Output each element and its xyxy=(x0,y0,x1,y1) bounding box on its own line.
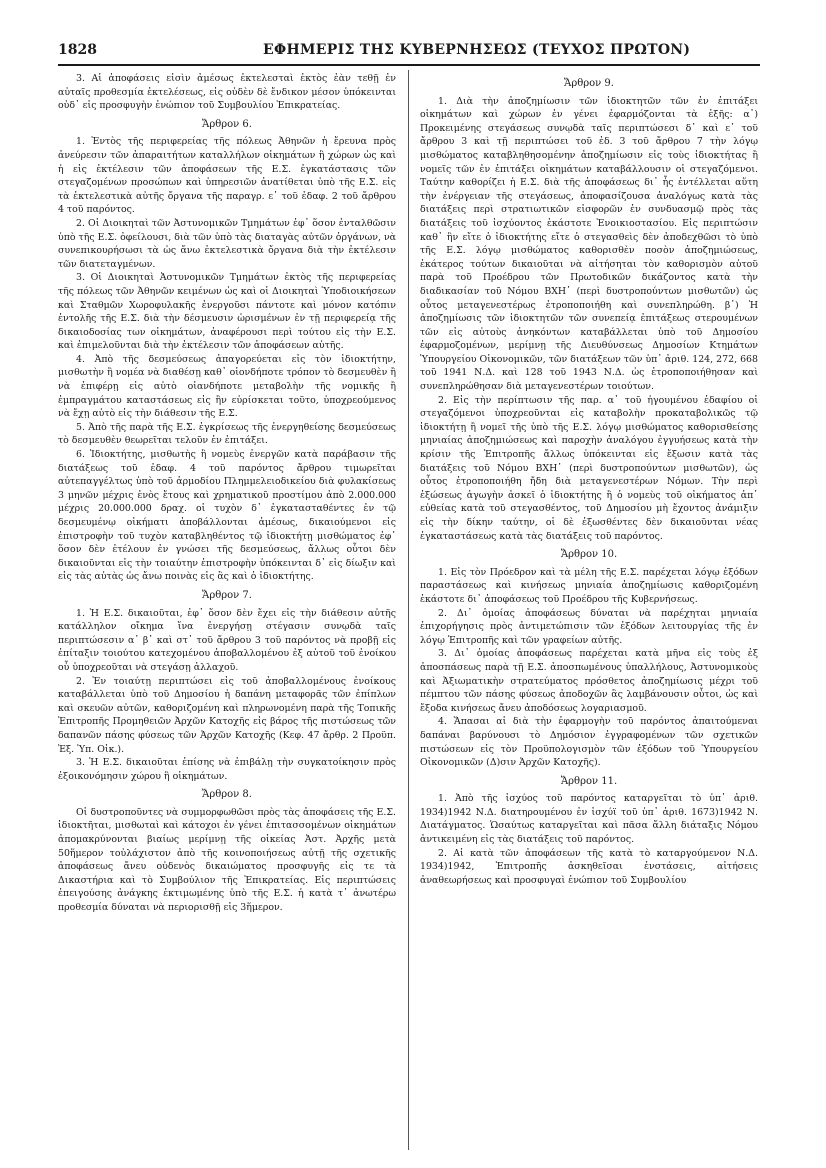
article-7-heading: Ἄρθρον 7. xyxy=(202,589,252,601)
article-7-paragraph: 3. Ἡ Ε.Σ. δικαιοῦται ἐπίσης νὰ ἐπιβάλῃ τὴν συγκατοίκησιν πρὸς ἐξοικονόμησιν χώρου ἢ οἰκημάτων. xyxy=(58,757,396,782)
article-11-paragraph: 1. Ἀπὸ τῆς ἰσχύος τοῦ παρόντος καταργεῖται τὸ ὑπ᾽ ἀριθ. 1934)1942 Ν.Δ. διατηρουμένου ἐν ἰσχύϊ τοῦ ὑπ᾽ ἀριθ. 1673)1942 Ν. Διατάγματος. Ὡσαύτως καταργεῖται καὶ πᾶσα ἄλλη διάταξις Νόμου ἀντικειμένη εἰς τὰς διατάξεις τοῦ παρόντος. xyxy=(420,793,758,846)
column-divider xyxy=(408,70,409,1150)
article-6-paragraph: 5. Ἀπὸ τῆς παρὰ τῆς Ε.Σ. ἐγκρίσεως τῆς ἐνεργηθείσης δεσμεύσεως τὸ δεσμευθὲν θεωρεῖται τελοῦν ἐν ἐπιτάξει. xyxy=(58,421,396,447)
article-9-paragraph: 1. Διὰ τὴν ἀποζημίωσιν τῶν ἰδιοκτητῶν τῶν ἐν ἐπιτάξει οἰκημάτων καὶ χώρων ἐν γένει ἐφαρμόζονται τὰ ἑξῆς: α᾽) Προκειμένης στεγάσεως συνῳδὰ ταῖς περιπτώσεσι δ᾽ καὶ ε᾽ τοῦ ἄρθρου 3 καὶ τῇ περιπτώσει τοῦ ἐδ. 3 τοῦ ἄρθρου 7 τὴν λόγῳ μισθώματος καταβληθησομένην ἀποζημίωσιν εἰς τοὺς ἰδιοκτήτας ἢ νομεῖς τῶν ἐν ἐπιτάξει οἰκημάτων καταβάλλουσιν οἱ στεγαζόμενοι. Ταύτην καθορίζει ἡ Ε.Σ. διὰ τῆς ἀποφάσεως δι᾽ ἧς ἐντέλλεται αὕτη τὴν ἐνέργειαν τῆς στεγάσεως, ἀποφασίζουσα ἀναλόγως κατὰ τὰς διατάξεις περὶ στρατιωτικῶν εἰσφορῶν ἐν συνδυασμῷ πρὸς τὰς διατάξεις τοῦ ἰσχύοντος ἑκάστοτε Ἐνοικιοστασίου. Εἰς περιπτώσιν καθ᾽ ἣν εἴτε ὁ ἰδιοκτήτης εἴτε ὁ στεγασθεὶς δὲν ἀποδεχθῶσι τὸ ὑπὸ τῆς Ε.Σ. λόγῳ μισθώματος καθορισθὲν ποσὸν ἀποζημιώσεως, ἑκάτερος τούτων δικαιοῦται νὰ αἰτήσηται τὸν καθορισμὸν αὐτοῦ παρὰ τοῦ Προέδρου τῶν Πρωτοδικῶν δικάζοντος κατὰ τὴν διαδικασίαν τοῦ Νόμου ΒΧΗ᾽ (περὶ δυστροπούντων μισθωτῶν) ὡς οὗτος μεταγενεστέρως ἐτροποποιήθη καὶ συνεπληρώθη. β᾽) Ἡ ἀποζημίωσις τῶν ἰδιοκτητῶν τῶν συνεπείᾳ ἐπιτάξεως στερουμένων τῶν εἰς αὐτοὺς ἀνηκόντων καταβάλλεται ὑπὸ τοῦ Δημοσίου ἐφαρμοζομένων, μερίμνῃ τῆς Διευθύνσεως Δημοσίων Κτημάτων Ὑπουργείου Οἰκονομικῶν, τῶν διατάξεων τῶν ὑπ᾽ ἀριθ. 124, 272, 668 τοῦ 1941 Ν.Δ. καὶ 128 τοῦ 1943 Ν.Δ. ὡς ἐτροποποιήθησαν καὶ συνεπληρώθησαν διὰ μεταγενεστέρων τοιούτων. xyxy=(420,95,758,393)
page-number: 1828 xyxy=(58,42,97,58)
article-6-paragraph: 4. Ἀπὸ τῆς δεσμεύσεως ἀπαγορεύεται εἰς τὸν ἰδιοκτήτην, μισθωτὴν ἢ νομέα νὰ διαθέσῃ καθ᾽ οἱονδήποτε τρόπον τὸ δεσμευθὲν ἢ νὰ ἐπιφέρῃ εἰς αὐτὸ οἱανδήποτε μεταβολὴν τῆς νομικῆς ἢ ἐμπραγμάτου καταστάσεως εἰς ἣν εὑρίσκεται τοῦτο, ὑποχρεούμενος νὰ ἔχῃ αὐτὸ εἰς τὴν διάθεσιν τῆς Ε.Σ. xyxy=(58,353,396,420)
article-10-heading: Ἄρθρον 10. xyxy=(560,549,618,561)
article-7-paragraph: 2. Ἐν τοιαύτῃ περιπτώσει εἰς τοῦ ἀποβαλλομένους ἐνοίκους καταβάλλεται ὑπὸ τοῦ Δημοσίου ἡ δαπάνη μεταφορᾶς τῶν ἐπίπλων καὶ σκευῶν αὐτῶν, καθοριζομένη καὶ πληρωνομένη παρὰ τῆς Τοπικῆς Ἐπιτροπῆς Προμηθειῶν Ἀρχῶν Κατοχῆς εἰς βάρος τῆς πιστώσεως τῶν δαπανῶν πάσης φύσεως τῶν Ἀρχῶν Κατοχῆς (Κεφ. 47 ἄρθρ. 2 Προϋπ. Ἐξ. Ὑπ. Οἰκ.). xyxy=(58,675,396,755)
article-7-paragraph: 1. Ἡ Ε.Σ. δικαιοῦται, ἐφ᾽ ὅσον δὲν ἔχει εἰς τὴν διάθεσιν αὐτῆς κατάλληλον οἴκημα ἵνα ἐνεργήσῃ στέγασιν συνῳδὰ ταῖς περιπτώσεσιν α᾽ β᾽ καὶ στ᾽ τοῦ ἄρθρου 3 τοῦ παρόντος νὰ προβῇ εἰς ἐπίταξιν τοιούτου κατεχομένου ἀποβαλλομένου ἐξ αὐτοῦ τοῦ ἐνοίκου οὗ ὑποχρεοῦται νὰ στεγάσῃ ἀλλαχοῦ. xyxy=(58,607,396,673)
article-8-paragraph: Οἱ δυστροποῦντες νὰ συμμορφωθῶσι πρὸς τὰς ἀποφάσεις τῆς Ε.Σ. ἰδιοκτῆται, μισθωταὶ καὶ κάτοχοι ἐν γένει ἐπιτασσομένων οἰκημάτων ἀπομακρύνονται βιαίως μερίμνῃ τῆς οἰκείας Ἀστ. Ἀρχῆς μετὰ 50ἥμερον τοὐλάχιστον ἀπὸ τῆς κοινοποιήσεως αὐτῇ τῆς σχετικῆς ἀποφάσεως ἄνευ οὐδενὸς δικαιώματος προσφυγῆς εἰς τε τὰ Δικαστήρια καὶ τὸ Συμβούλιον τῆς Ἐπικρατείας. Εἰς περιπτώσεις ἐπειγούσης ἀνάγκης ἐκτιμωμένης ὑπὸ τῆς Ε.Σ. ἡ κατὰ τ᾽ ἀνωτέρω προθεσμία δύναται νὰ περιορισθῇ εἰς 3ἥμερον. xyxy=(58,806,396,914)
article-6-paragraph: 6. Ἰδιοκτήτης, μισθωτὴς ἢ νομεὺς ἐνεργῶν κατὰ παράβασιν τῆς διατάξεως τοῦ ἐδαφ. 4 τοῦ παρόντος ἄρθρου τιμωρεῖται αὐτεπαγγέλτως ὑπὸ τοῦ ἁρμοδίου Πλημμελειοδικείου διὰ φυλακίσεως 3 μηνῶν μέχρις ἑνὸς ἔτους καὶ χρηματικοῦ προστίμου ἀπὸ 2.000.000 μέχρις 20.000.000 δραχ. οἱ τυχὸν δ᾽ ἐγκατασταθέντες ἐν τῷ δεσμευμένῳ οἰκήματι ἀποβάλλονται ἀμέσως, δικαιούμενοι εἰς ἐπιστροφὴν τοῦ τυχὸν καταβληθέντος τῷ ἰδιοκτήτῃ μισθώματος ἐφ᾽ ὅσον δὲν ἐτέλουν ἐν γνώσει τῆς δεσμεύσεως, ἄλλως οὗτοι δὲν δικαιοῦνται εἰς τὴν τοιαύτην ἐπιστροφὴν ὑπόκεινται δ᾽ εἰς δίωξιν καὶ εἰς τὰς αὐτὰς ὡς ἄνω ποινὰς εἰς ἃς καὶ ὁ ἰδιοκτήτης. xyxy=(58,449,396,583)
article-8-heading: Ἄρθρον 8. xyxy=(202,789,252,801)
article-6-paragraph: 1. Ἐντὸς τῆς περιφερείας τῆς πόλεως Ἀθηνῶν ἡ ἔρευνα πρὸς ἀνεύρεσιν τῶν ἀπαραιτήτων καταλλήλων οἰκημάτων ἢ χώρων ὡς καὶ ἡ εἰς ἐκτέλεσιν τῶν ἀποφάσεων τῆς Ε.Σ. ἐγκατάστασις τῶν στεγαζομένων προσώπων καὶ ὑπηρεσιῶν ἀνατίθεται ὑπὸ τῆς Ε.Σ. εἰς τὰ ἐκτελεστικὰ αὐτῆς ὄργανα τῆς παραγρ. ε᾽ τοῦ ἐδαφ. 2 τοῦ ἄρθρου 4 τοῦ παρόντος. xyxy=(58,136,396,216)
article-9-paragraph: 2. Εἰς τὴν περίπτωσιν τῆς παρ. α᾽ τοῦ ἡγουμένου ἐδαφίου οἱ στεγαζόμενοι ὑποχρεοῦνται εἰς καταβολὴν προκαταβολικῶς τῷ ἰδιοκτήτῃ ἢ νομεῖ τῆς ὑπὸ τῆς Ε.Σ. λόγῳ μισθώματος καθορισθείσης μηνιαίας ἀποζημιώσεως καὶ παροχὴν ἀναλόγου ἐγγυήσεως κατὰ τὴν κρίσιν τῆς Ἐπιτροπῆς ἄλλως ὑπόκεινται εἰς ἔξωσιν κατὰ τὰς διατάξεις τοῦ Νόμου ΒΧΗ᾽ (περὶ δυστροπούντων μισθωτῶν), ὡς οὗτος ἐτροποποιήθη ἤδη διὰ μεταγενεστέρων Νόμων. Τὴν περὶ ἐξώσεως ἀγωγὴν ἀσκεῖ ὁ ἰδιοκτήτης ἢ ὁ νομεὺς τοῦ οἰκήματος ἀπ᾽ εὐθείας κατὰ τοῦ στεγασθέντος, τοῦ Δημοσίου μὴ ἔχοντος ἀνάμιξιν εἰς τὴν δίκην ταύτην, οἱ δὲ ἐξωσθέντες δὲν δικαιοῦνται νέας ἐγκαταστάσεως κατὰ τὰς διατάξεις τοῦ παρόντος. xyxy=(420,394,758,542)
article-11-heading: Ἄρθρον 11. xyxy=(560,775,618,787)
article-11-paragraph: 2. Αἱ κατὰ τῶν ἀποφάσεων τῆς κατὰ τὸ καταργούμενον Ν.Δ. 1934)1942, Ἐπιτροπῆς ἀσκηθεῖσαι ἐνστάσεις, αἰτήσεις ἀναθεωρήσεως καὶ προσφυγαὶ ἐνώπιον τοῦ Συμβουλίου xyxy=(420,847,758,886)
article-10-paragraph: 4. Ἅπασαι αἱ διὰ τὴν ἐφαρμογὴν τοῦ παρόντος ἀπαιτούμεναι δαπάναι βαρύνουσι τὸ Δημόσιον ἐγγραφομένων τῶν σχετικῶν πιστώσεων εἰς τὸν Προϋπολογισμὸν τῶν ἐξόδων τοῦ Ὑπουργείου Οἰκονομικῶν (Δ)σιν Ἀρχῶν Κατοχῆς). xyxy=(420,716,758,769)
page-header xyxy=(58,38,760,64)
article-6-paragraph: 2. Οἱ Διοικηταὶ τῶν Ἀστυνομικῶν Τμημάτων ἐφ᾽ ὅσον ἐνταλθῶσιν ὑπὸ τῆς Ε.Σ. ὀφείλουσι, διὰ τῶν ὑπὸ τὰς διαταγὰς αὐτῶν ὀργάνων, νὰ συνεπικουρήσωσι τὰ ὡς ἄνω ἐκτελεστικὰ ὄργανα διὰ τὴν ἐκτέλεσιν τῶν διατεταγμένων. xyxy=(58,217,396,270)
intro-paragraph: 3. Αἱ ἀποφάσεις εἰσὶν ἀμέσως ἐκτελεσταὶ ἐκτὸς ἐὰν τεθῇ ἐν αὐταῖς προθεσμία ἐκτελέσεως, εἰς οὐδὲν δὲ ἔνδικον μέσον ὑπόκεινται οὐδ᾽ εἰς προσφυγὴν ἐνώπιον τοῦ Συμβουλίου Ἐπικρατείας. xyxy=(58,73,396,112)
right-column xyxy=(420,72,758,1152)
article-9-heading: Ἄρθρον 9. xyxy=(564,78,614,89)
article-6-paragraph: 3. Οἱ Διοικηταὶ Ἀστυνομικῶν Τμημάτων ἐκτὸς τῆς περιφερείας τῆς πόλεως τῶν Ἀθηνῶν κειμένων ὡς καὶ οἱ Διοικηταὶ Ὑποδιοικήσεων καὶ Σταθμῶν Χωροφυλακῆς ἐνεργοῦσι πάντοτε καὶ μόνον κατόπιν ἐντολῆς τῆς Ε.Σ. διὰ τὴν δέσμευσιν ὡρισμένων ἐν τῇ περιφερείᾳ τῆς δικαιοδοσίας των οἰκημάτων, ἀναφέρουσι περὶ τούτου εἰς τὴν Ε.Σ. καὶ ἐπιμελοῦνται διὰ τὴν ἐκτέλεσιν τῶν ἀποφάσεων αὐτῆς. xyxy=(58,272,396,352)
article-10-paragraph: 1. Εἰς τὸν Πρόεδρον καὶ τὰ μέλη τῆς Ε.Σ. παρέχεται λόγῳ ἐξόδων παραστάσεως καὶ κινήσεως μηνιαία ἀποζημίωσις καθοριζομένη ἑκάστοτε δι᾽ ἀποφάσεως τοῦ Προέδρου τῆς Κυβερνήσεως. xyxy=(420,566,758,605)
journal-title: ΕΦΗΜΕΡΙΣ ΤΗΣ ΚΥΒΕΡΝΗΣΕΩΣ (ΤΕΥΧΟΣ ΠΡΩΤΟΝ) xyxy=(263,42,691,58)
article-6-heading: Ἄρθρον 6. xyxy=(202,118,252,130)
left-column xyxy=(58,72,396,1152)
article-10-paragraph: 2. Δι᾽ ὁμοίας ἀποφάσεως δύναται νὰ παρέχηται μηνιαία ἐπιχορήγησις πρὸς ἀντιμετώπισιν τῶν ἐξόδων λειτουργίας τῆς ἐν λόγῳ Ἐπιτροπῆς καὶ τῶν γραφείων αὐτῆς. xyxy=(420,607,758,646)
header-rule xyxy=(58,64,760,66)
article-10-paragraph: 3. Δι᾽ ὁμοίας ἀποφάσεως παρέχεται κατὰ μῆνα εἰς τοὺς ἐξ ἀποσπάσεως παρὰ τῇ Ε.Σ. ἀποσπωμένους ὑπαλλήλους, Ἀστυνομικοὺς καὶ Ἀξιωματικὴν στρατεύματος πρόσθετος ἀποζημίωσις μέχρι τοῦ πέμπτου τῶν πάσης φύσεως ἀποδοχῶν ἃς λαμβάνουσιν οὗτοι, ὡς καὶ ἔξοδα κινήσεως ἄνευ ἀποδόσεως λογαριασμοῦ. xyxy=(420,648,758,714)
